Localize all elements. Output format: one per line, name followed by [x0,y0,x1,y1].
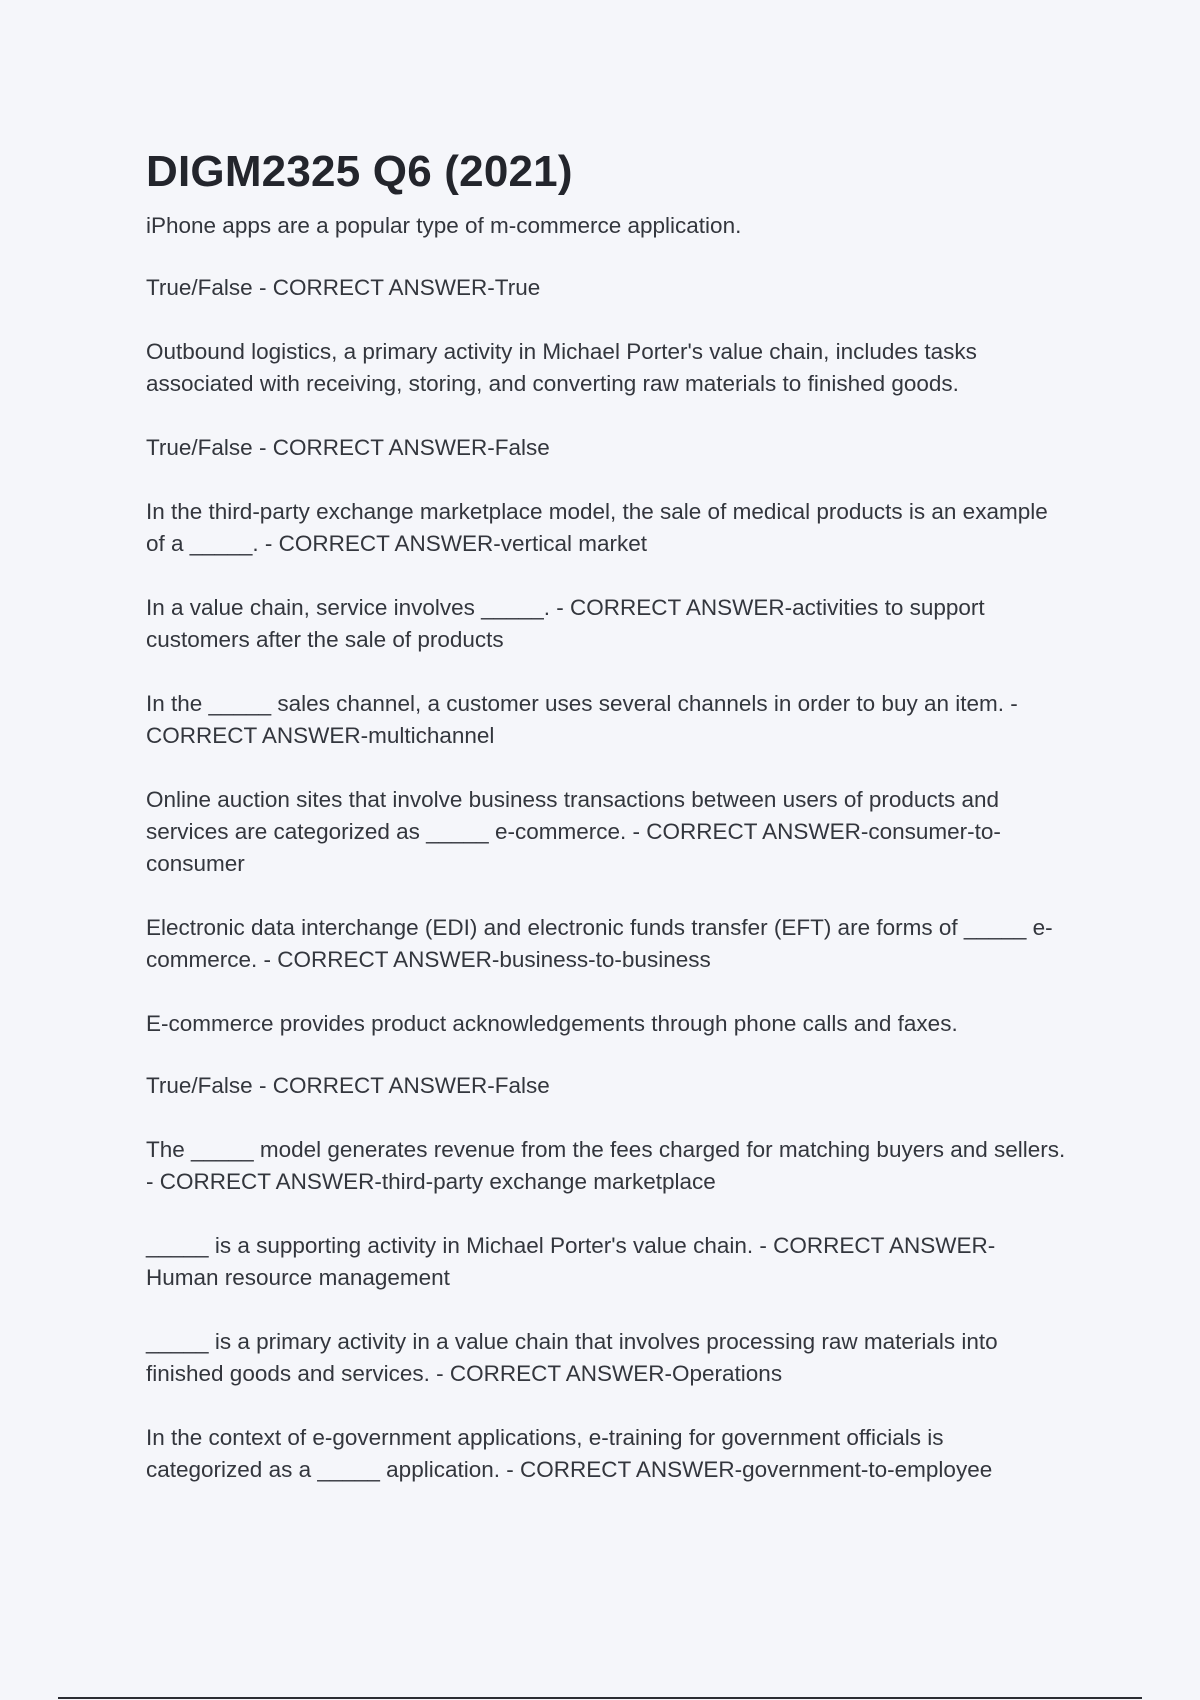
page-bottom-rule [58,1697,1142,1699]
answer-text: True/False - CORRECT ANSWER-True [146,275,541,300]
question-answer-text: _____ is a primary activity in a value chain that involves processing raw materials into finished goods and services. - CORRECT ANSWER-Operations [146,1329,998,1386]
question-answer-text: In the context of e-government applications, e-training for government officials is categorized as a _____ application. - CORRECT ANSWER-government-to-employee [146,1425,993,1482]
question-answer-text: In the third-party exchange marketplace model, the sale of medical products is an example of a _____. - CORRECT ANSWER-vertical market [146,499,1048,556]
question-answer-text: The _____ model generates revenue from the fees charged for matching buyers and sellers. - CORRECT ANSWER-third-party exchange marketplace [146,1137,1066,1194]
question-text: E-commerce provides product acknowledgements through phone calls and faxes. [146,1011,958,1036]
document-title: DIGM2325 Q6 (2021) [146,147,573,196]
document-page [146,146,1066,1518]
question-answer-text: In a value chain, service involves _____. - CORRECT ANSWER-activities to support customers after the sale of products [146,595,985,652]
answer-text: True/False - CORRECT ANSWER-False [146,435,550,460]
question-answer-text: Online auction sites that involve business transactions between users of products and services are categorized as _____ e-commerce. - CORRECT ANSWER-consumer-to-consumer [146,787,1001,876]
question-answer-text: In the _____ sales channel, a customer uses several channels in order to buy an item. - CORRECT ANSWER-multichannel [146,691,1018,748]
answer-text: True/False - CORRECT ANSWER-False [146,1073,550,1098]
question-text: iPhone apps are a popular type of m-commerce application. [146,213,742,238]
question-text: Outbound logistics, a primary activity in Michael Porter's value chain, includes tasks associated with receiving, storing, and converting raw materials to finished goods. [146,339,977,396]
question-answer-text: _____ is a supporting activity in Michael Porter's value chain. - CORRECT ANSWER-Human resource management [146,1233,996,1290]
question-answer-text: Electronic data interchange (EDI) and electronic funds transfer (EFT) are forms of _____ e-commerce. - CORRECT ANSWER-business-to-business [146,915,1053,972]
